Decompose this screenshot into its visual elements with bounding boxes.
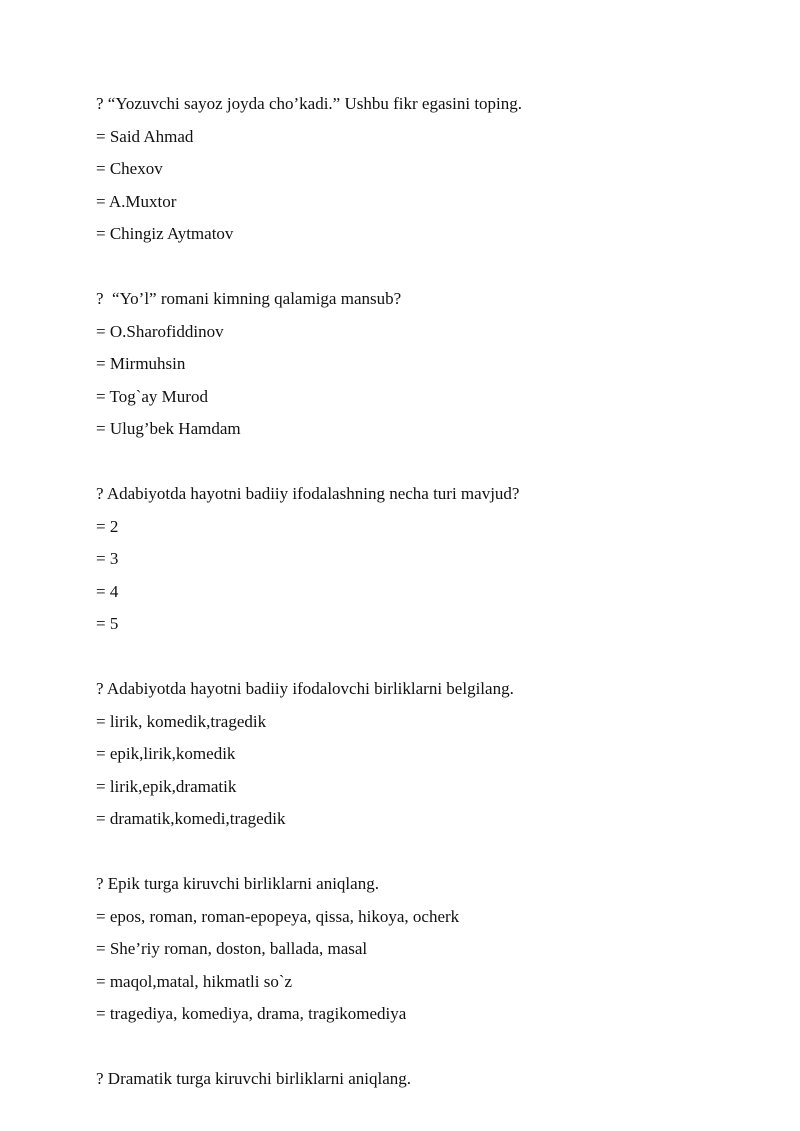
question-text: ? Dramatik turga kiruvchi birliklarni aniqlang.: [96, 1069, 412, 1088]
answer-option: = 2: [96, 516, 119, 536]
question-text: ? Adabiyotda hayotni badiiy ifodalovchi birliklarni belgilang.: [96, 679, 514, 698]
answer-option: = epos, roman, roman-epopeya, qissa, hikoya, ocherk: [96, 906, 460, 926]
question-text: ? Epik turga kiruvchi birliklarni aniqlang.: [96, 874, 379, 893]
answer-option: = A.Muxtor: [96, 191, 177, 211]
question-block-4: [96, 673, 756, 836]
answer-option: = Mirmuhsin: [96, 354, 186, 373]
answer-option: = maqol,matal, hikmatli so`z: [96, 971, 293, 991]
answer-option: = 3: [96, 549, 119, 568]
answer-option: = 4: [96, 581, 119, 601]
answer-option: = Tog`ay Murod: [96, 386, 208, 406]
answer-option: = 5: [96, 614, 119, 633]
question-block-1: [96, 88, 756, 251]
answer-option: = O.Sharofiddinov: [96, 321, 224, 341]
question-text: ? “Yo’l” romani kimning qalamiga mansub?: [96, 289, 402, 308]
answer-option: = tragediya, komediya, drama, tragikomediya: [96, 1004, 407, 1023]
answer-option: = She’riy roman, doston, ballada, masal: [96, 939, 368, 958]
answer-option: = Chingiz Aytmatov: [96, 224, 234, 243]
question-block-6: [96, 1063, 756, 1096]
question-block-3: [96, 478, 756, 641]
answer-option: = Ulug’bek Hamdam: [96, 419, 241, 438]
answer-option: = Said Ahmad: [96, 126, 194, 146]
question-text: ? Adabiyotda hayotni badiiy ifodalashning necha turi mavjud?: [96, 484, 520, 503]
answer-option: = dramatik,komedi,tragedik: [96, 809, 286, 828]
answer-option: = lirik,epik,dramatik: [96, 776, 237, 796]
question-block-2: [96, 283, 756, 446]
answer-option: = lirik, komedik,tragedik: [96, 711, 267, 731]
question-text: ? “Yozuvchi sayoz joyda cho’kadi.” Ushbu fikr egasini toping.: [96, 94, 523, 113]
answer-option: = Chexov: [96, 159, 163, 178]
answer-option: = epik,lirik,komedik: [96, 744, 236, 763]
document-page: [96, 88, 756, 1128]
question-block-5: [96, 868, 756, 1031]
